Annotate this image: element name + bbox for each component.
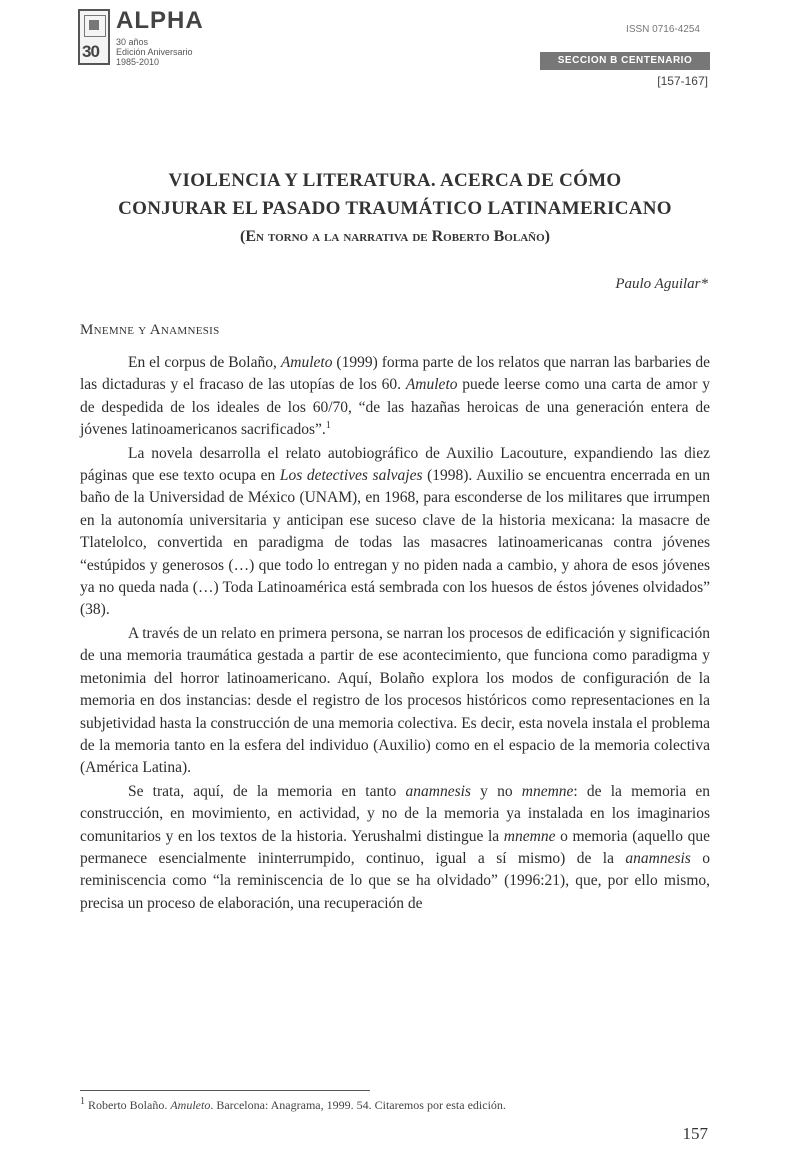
section-label: SECCION B CENTENARIO <box>540 52 710 70</box>
footnote: $^1$ Roberto Bolaño. Amuleto. Barcelona: Anagrama, 1999. 54. Citaremos por esta edición. <box>80 1096 506 1112</box>
article-subtitle: (En torno a la narrativa de Roberto Bolaño) <box>240 228 550 245</box>
logo-emblem <box>78 9 110 65</box>
footnote-divider <box>80 1090 370 1091</box>
footnote-ref[interactable]: 1 <box>325 420 331 432</box>
logo-line: Edición Aniversario <box>116 47 193 57</box>
paragraph: En el corpus de Bolaño, Amuleto (1999) forma parte de los relatos que narran las barbaries de las dictaduras y el fracaso de las utopías de los 60. Amuleto puede leerse como una carta de amor y de despedida de los ideales de los 60/70, “de las hazañas heroicas de una generación entera de jóvenes latinoamericanos sacrificados”.$^1$ <box>80 354 710 439</box>
paragraph: La novela desarrolla el relato autobiográfico de Auxilio Lacouture, expandiendo las diez páginas que ese texto ocupa en Los detectives salvajes (1998). Auxilio se encuentra encerrada en un baño de la Universidad de México (UNAM), en 1968, para esconderse de los militares que irrumpen en la autonomía universitaria y anticipan ese suceso clave de la historia mexicana: la masacre de Tlatelolco, convertida en paradigma de todas las masacres latinoamericanas contra jóvenes “estúpidos y generosos (…) que todo lo entregan y no piden nada a cambio, y ahora de esos jóvenes ya no queda nada (…) Toda Latinoamérica está sembrada con los huesos de éstos jóvenes olvidados” (38). <box>80 444 710 619</box>
logo-line: 1985-2010 <box>116 57 160 67</box>
logo-number: 30 <box>82 42 99 61</box>
issn: ISSN 0716-4254 <box>626 24 700 35</box>
paragraph: A través de un relato en primera persona, se narran los procesos de edificación y significación de una memoria traumática gestada a partir de ese acontecimiento, que funciona como paradigma y metonimia del horror latinoamericano. Aquí, Bolaño explora los modos de configuración de la memoria en dos instancias: desde el registro de los procesos históricos como representaciones en la subjetividad hasta la construcción de una memoria colectiva. Es decir, esta novela instala el problema de la memoria tanto en la esfera del individuo (Auxilio) como en el espacio de la memoria colectiva (América Latina). <box>80 624 710 777</box>
logo-line: 30 años <box>116 37 149 47</box>
logo-glyph-icon <box>84 15 106 37</box>
section-heading: Mnemne y Anamnesis <box>80 322 220 338</box>
paragraph: Se trata, aquí, de la memoria en tanto anamnesis y no mnemne: de la memoria en construcción, en movimiento, en actividad, y no de la memoria ya instalada en los imaginarios comunitarios y en los textos de la historia. Yerushalmi distingue la mnemne o memoria (aquello que permanece esencialmente ininterrumpido, continuo, igual a sí mismo) de la anamnesis o reminiscencia como “la reminiscencia de lo que se ha olvidado” (1996:21), que, por ello mismo, precisa un proceso de elaboración, una recuperación de <box>80 782 711 912</box>
article-title-line-2: CONJURAR EL PASADO TRAUMÁTICO LATINAMERICANO <box>118 198 672 219</box>
author: Paulo Aguilar* <box>615 276 708 292</box>
logo-title: ALPHA <box>116 7 204 34</box>
page-number: 157 <box>682 1124 708 1143</box>
article-title-line-1: VIOLENCIA Y LITERATURA. ACERCA DE CÓMO <box>168 170 622 191</box>
page-range: [157-167] <box>657 74 708 88</box>
article-body <box>80 352 710 915</box>
journal-logo <box>78 9 278 67</box>
